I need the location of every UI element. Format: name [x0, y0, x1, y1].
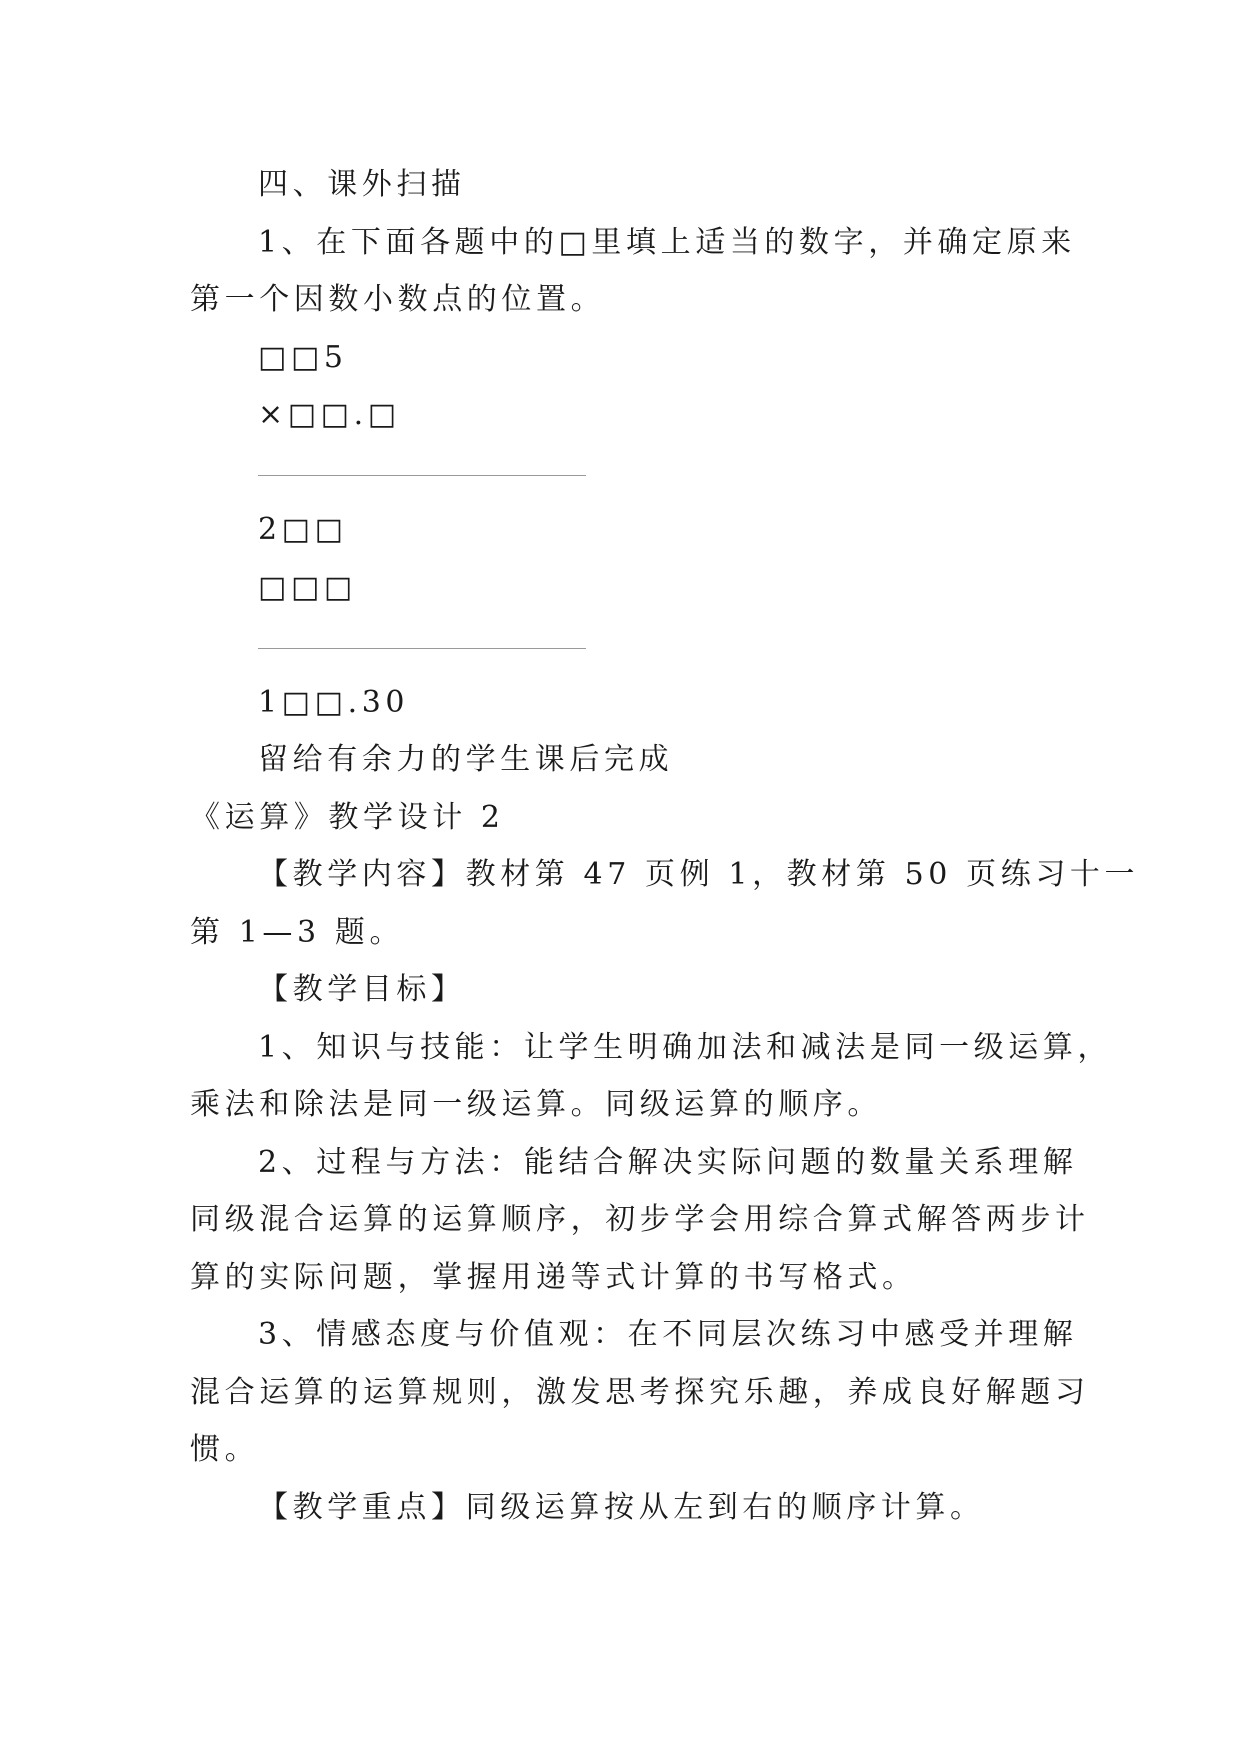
calculation-rule	[258, 648, 586, 649]
product-result: 1□□.30	[258, 685, 410, 720]
goal-3: 3、情感态度与价值观：在不同层次练习中感受并理解	[258, 1317, 1078, 1352]
multiplicand: □□5	[258, 340, 348, 375]
teaching-goals-heading: 【教学目标】	[258, 972, 466, 1007]
goal-2-continued: 同级混合运算的运算顺序，初步学会用综合算式解答两步计	[190, 1202, 1090, 1237]
section-heading: 四、课外扫描	[258, 167, 466, 202]
partial-product-2: □□□	[258, 570, 357, 605]
multiplier: ×□□.□	[258, 397, 401, 432]
goal-3-continued: 惯。	[190, 1432, 260, 1467]
teaching-content: 【教学内容】教材第 47 页例 1，教材第 50 页练习十一	[258, 857, 1140, 892]
goal-3-continued: 混合运算的运算规则，激发思考探究乐趣，养成良好解题习	[190, 1375, 1090, 1410]
design-title: 《运算》教学设计 2	[190, 800, 505, 835]
partial-product-1: 2□□	[258, 512, 348, 547]
goal-1-continued: 乘法和除法是同一级运算。同级运算的顺序。	[190, 1087, 882, 1122]
goal-2-continued: 算的实际问题，掌握用递等式计算的书写格式。	[190, 1260, 917, 1295]
exercise-instruction-continued: 第一个因数小数点的位置。	[190, 282, 606, 317]
goal-2: 2、过程与方法：能结合解决实际问题的数量关系理解	[258, 1145, 1078, 1180]
goal-1: 1、知识与技能：让学生明确加法和减法是同一级运算，	[258, 1030, 1113, 1065]
note-text: 留给有余力的学生课后完成	[258, 742, 674, 777]
calculation-rule	[258, 475, 586, 476]
teaching-content-continued: 第 1—3 题。	[190, 915, 405, 950]
teaching-focus: 【教学重点】同级运算按从左到右的顺序计算。	[258, 1490, 985, 1525]
exercise-instruction: 1、在下面各题中的□里填上适当的数字，并确定原来	[258, 225, 1076, 260]
